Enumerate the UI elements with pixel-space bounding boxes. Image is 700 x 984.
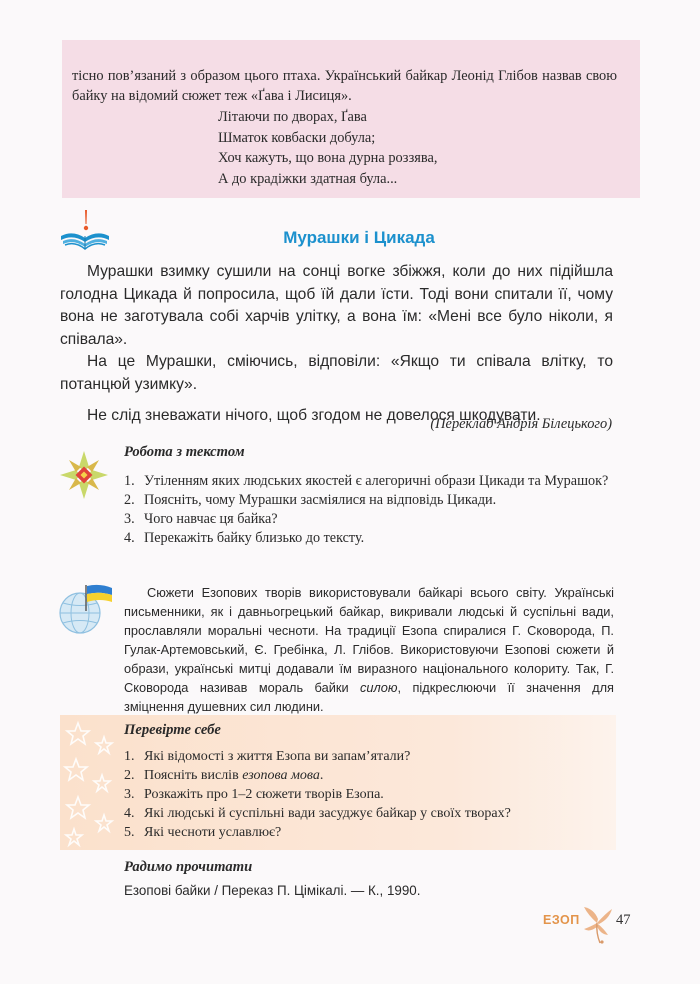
note-text: Сюжети Езопових творів використовували байкарі всього світу. Українські письменники, як і давньогрецький байкар, викривали людські й суспільні вади, прославляли моральні чесноти. На традиції Езопа спиралися Г. Сковорода, П. Гулак-Артемовський, Є. Гребінка, Л. Глібов. Використовуючи Езопові сюжети й образи, українські митці додавали їм виразного національного колориту. Так, Г. Сковорода називав мораль байки <box>124 585 614 695</box>
item-text: Поясніть, чому Мурашки засміялися на відповідь Цикади. <box>144 492 497 508</box>
poem-excerpt <box>218 107 617 189</box>
item-number: 5. <box>124 825 135 840</box>
item-text: Розкажіть про 1–2 сюжети творів Езопа. <box>144 787 384 802</box>
item-text: Перекажіть байку близько до тексту. <box>144 530 365 546</box>
note-paragraph <box>124 583 614 716</box>
work-questions-list <box>124 472 614 548</box>
item-number: 3. <box>124 511 135 527</box>
item-number: 1. <box>124 749 135 764</box>
item-text: Які людські й суспільні вади засуджує байкар у своїх творах? <box>144 806 511 821</box>
check-questions-list <box>124 747 614 842</box>
fable-title: Мурашки і Цикада <box>283 228 435 247</box>
list-item <box>124 747 614 766</box>
item-italic-term: езопова мова <box>242 768 320 783</box>
item-text: Утіленням яких людських якостей є алегоричні образи Цикади та Мурашок? <box>144 473 609 489</box>
recommended-heading: Радимо прочитати <box>124 859 253 875</box>
ornament-star-icon <box>58 449 110 501</box>
item-number: 4. <box>124 806 135 821</box>
list-item <box>124 766 614 785</box>
stars-decoration-icon <box>60 715 120 850</box>
check-yourself-heading: Перевірте себе <box>124 722 221 738</box>
poem-line: Літаючи по дворах, Ґава <box>218 109 367 125</box>
fable-text <box>60 261 613 427</box>
note-italic-term: силою <box>360 680 398 695</box>
running-footer-section: ЕЗОП <box>543 913 580 927</box>
fable-paragraph: Мурашки взимку сушили на сонці вогке збіжжя, коли до них підійшла голодна Цикада й попросила, щоб їй дали їсти. Тоді вони спитали її, чому вона не заготувала собі харчів улітку, а вона їм: «Мені все було ніколи, я співала». <box>60 263 613 348</box>
item-text: Чого навчає ця байка? <box>144 511 278 527</box>
item-number: 4. <box>124 530 135 546</box>
poem-line: Шматок ковбаски добула; <box>218 129 376 146</box>
fable-moral: Не слід зневажати нічого, щоб згодом не довелося шкодувати. <box>87 406 541 424</box>
poem-line: А до крадіжки здатная була... <box>218 170 398 187</box>
translator-credit: (Переклад Андрія Білецького) <box>430 416 612 432</box>
item-text: Які чесноти уславлює? <box>144 825 282 840</box>
list-item <box>124 785 614 804</box>
leaf-ornament-icon <box>580 903 614 945</box>
intro-block <box>72 66 617 189</box>
fable-paragraph: На це Мурашки, сміючись, відповіли: «Якщо ти співала влітку, то потанцюй узимку». <box>60 353 613 393</box>
globe-flag-icon <box>56 581 116 637</box>
list-item <box>124 510 614 529</box>
item-text: . <box>319 768 324 783</box>
list-item <box>124 491 614 510</box>
intro-paragraph: тісно пов’язаний з образом цього птаха. Український байкар Леонід Глібов назвав свою байку на відомий сюжет теж «Ґава і Лисиця». <box>72 68 617 104</box>
list-item <box>124 804 614 823</box>
item-text: Які відомості з життя Езопа ви запам’ятали? <box>144 749 411 764</box>
work-with-text-heading: Робота з текстом <box>124 444 245 460</box>
list-item <box>124 472 614 491</box>
recommended-book: Езопові байки / Переказ П. Цімікалі. — К., 1990. <box>124 883 421 898</box>
item-number: 2. <box>124 768 135 783</box>
list-item <box>124 529 614 548</box>
page-number: 47 <box>616 912 631 928</box>
world-literature-note <box>124 583 614 716</box>
poem-line: Хоч кажуть, що вона дурна роззява, <box>218 150 438 166</box>
item-number: 2. <box>124 492 135 508</box>
item-text: Поясніть вислів <box>144 768 243 783</box>
item-number: 3. <box>124 787 135 802</box>
note-text: , підкреслюючи її значення для зміцнення душевних сил людини. <box>124 680 614 714</box>
item-number: 1. <box>124 473 135 489</box>
list-item <box>124 823 614 842</box>
